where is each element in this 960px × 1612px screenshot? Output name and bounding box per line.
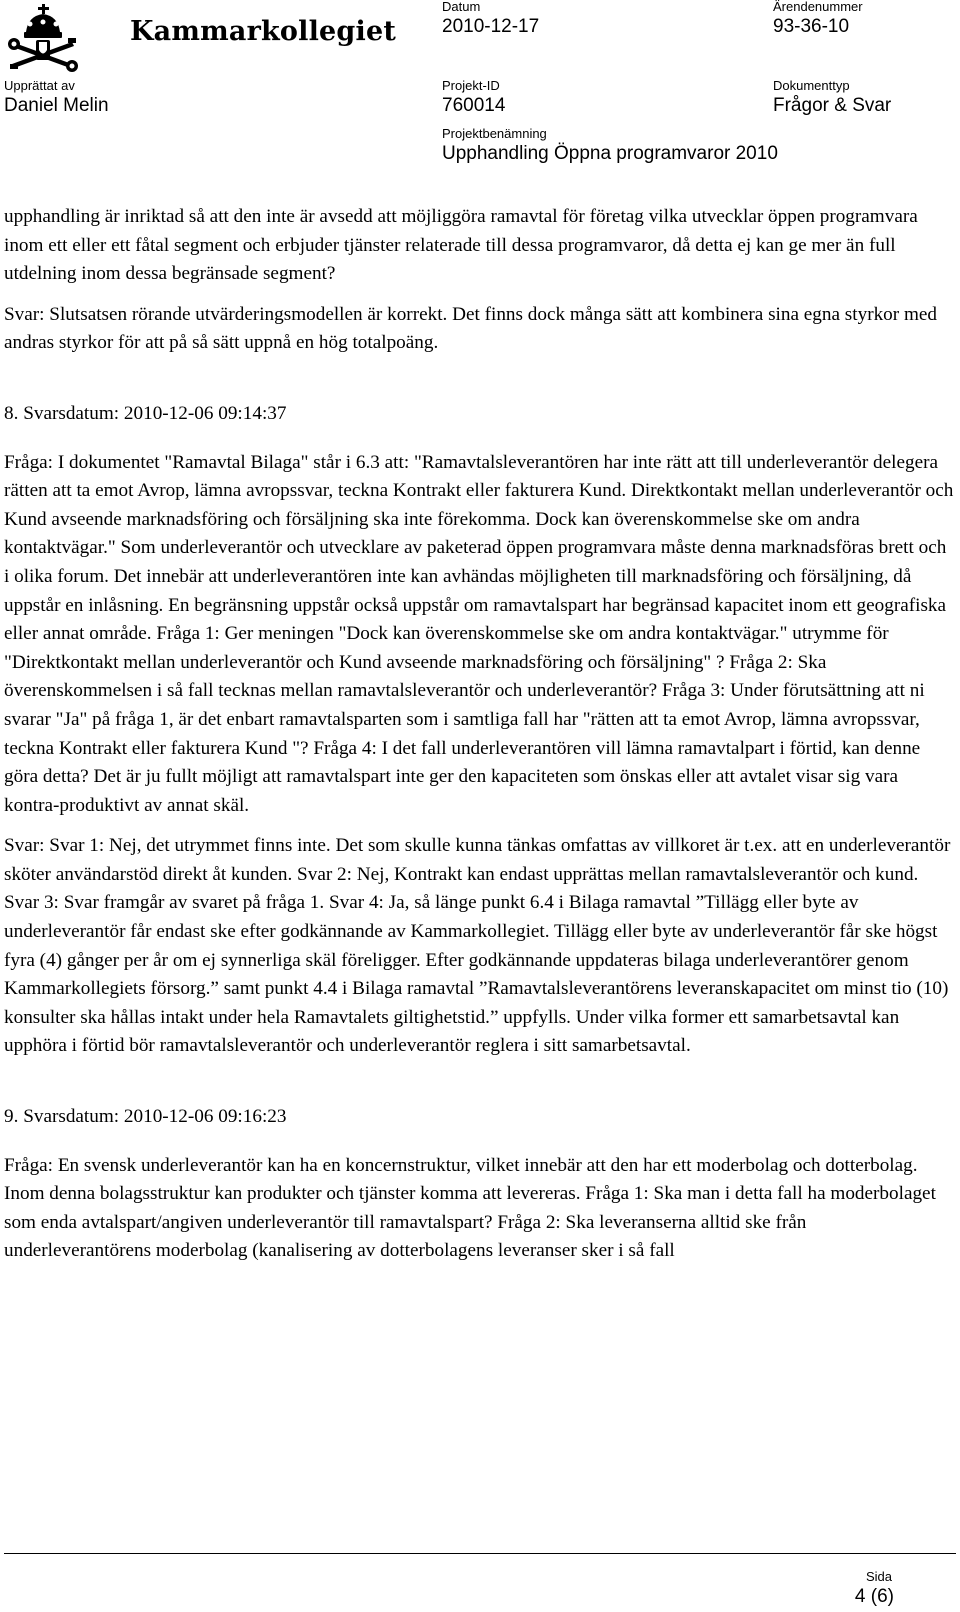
page-number: 4 (6) bbox=[854, 1586, 894, 1607]
arendenummer-value: 93-36-10 bbox=[773, 16, 850, 37]
dokumenttyp-value: Frågor & Svar bbox=[773, 95, 892, 116]
arendenummer-label: Ärendenummer bbox=[773, 0, 863, 14]
projekt-id-value: 760014 bbox=[442, 95, 506, 116]
heading-question-9: 9. Svarsdatum: 2010-12-06 09:16:23 bbox=[4, 1106, 287, 1128]
kammarkollegiet-logo bbox=[6, 2, 397, 72]
paragraph-answer-7: Svar: Slutsatsen rörande utvärderingsmodellen är korrekt. Det finns dock många sätt att kombinera sina egna styrkor med andras styrkor för att på så sätt uppnå en hög totalpoäng. bbox=[4, 303, 938, 354]
upprattat-av-value: Daniel Melin bbox=[4, 95, 109, 116]
page-number-label: Sida bbox=[865, 1569, 892, 1584]
paragraph-answer-8: Svar: Svar 1: Nej, det utrymmet finns inte. Det som skulle kunna tänkas omfattas av villkoret är t.ex. att en underleverantör sköter användarstöd direkt åt kunden. Svar 2: Nej, Kontrakt kan endast upprättas mellan ramavtalsleverantör och kund. Svar 3: Svar framgår av svaret på fråga 1. Svar 4: Ja, så länge punkt 6.4 i Bilaga ramavtal ”Tillägg eller byte av underleverantör får endast ske efter godkännande av Kammarkollegiet. Tillägg eller byte av underleverantör får ske högst fyra (4) gånger per år om ej synnerliga skäl föreligger. Efter godkännande uppdateras bilaga underleverantörer genom Kammarkollegiets försorg.” samt punkt 4.4 i Bilaga ramavtal ”Ramavtalsleverantörens leveranskapacitet om minst tio (10) konsulter ska hållas intakt under hela Ramavtalets giltighetstid.” uppfylls. Under vilka former ett samarbetsavtal kan upphöra i förtid bör ramavtalsleverantör och underleverantör reglera i sitt samarbetsavtal. bbox=[4, 835, 951, 1057]
upprattat-av-label: Upprättat av bbox=[4, 78, 75, 93]
projektbenamning-value: Upphandling Öppna programvaror 2010 bbox=[442, 143, 778, 164]
paragraph-question-7-cont: upphandling är inriktad så att den inte är avsedd att möjliggöra ramavtal för företag vilka utvecklar öppen programvara inom ett eller ett fåtal segment och erbjuder tjänster relaterade till dessa programvaror, då detta ej kan ge mer än full utdelning inom dessa begränsade segment? bbox=[4, 206, 918, 285]
crown-icon bbox=[6, 2, 126, 72]
heading-question-8: 8. Svarsdatum: 2010-12-06 09:14:37 bbox=[4, 402, 287, 424]
footer-divider bbox=[4, 1553, 956, 1554]
logo-text: Kammarkollegiet bbox=[130, 16, 397, 47]
document-body bbox=[4, 203, 956, 1266]
projektbenamning-label: Projektbenämning bbox=[442, 126, 547, 141]
dokumenttyp-label: Dokumenttyp bbox=[773, 78, 850, 93]
paragraph-question-9: Fråga: En svensk underleverantör kan ha en koncernstruktur, vilket innebär att den har ett moderbolag och dotterbolag. Inom denna bolagsstruktur kan produkter och tjänster komma att levereras. Fråga 1: Ska man i detta fall ha moderbolaget som enda avtalspart/angiven underleverantör till ramavtalspart? Fråga 2: Ska leveranserna alltid ske från underleverantörens moderbolag (kanalisering av dotterbolagens leveranser sker i så fall bbox=[4, 1154, 936, 1262]
projekt-id-label: Projekt-ID bbox=[442, 78, 500, 93]
paragraph-question-8: Fråga: I dokumentet "Ramavtal Bilaga" står i 6.3 att: "Ramavtalsleverantören har inte rätt att till underleverantör delegera rätten att ta emot Avrop, lämna avropssvar, teckna Kontrakt eller fakturera Kund. Direktkontakt mellan underleverantör och Kund avseende marknadsföring och försäljning ska inte förekomma. Dock kan överenskommelse ske om andra kontaktvägar." Som underleverantör och utvecklare av paketerad öppen programvara måste denna marknadsföras brett och i olika forum. Det innebär att underleverantören inte kan avhändas möjligheten till marknadsföring och försäljning, då uppstår en inlåsning. En begränsning uppstår också uppstår om ramavtalspart har begränsad kapacitet inom ett geografiska eller annat område. Fråga 1: Ger meningen "Dock kan överenskommelse ske om andra kontaktvägar." utrymme för "Direktkontakt mellan underleverantör och Kund avseende marknadsföring och försäljning" ? Fråga 2: Ska överenskommelsen i så fall tecknas mellan ramavtalsleverantör och underleverantör? Fråga 3: Under förutsättning att ni svarar "Ja" på fråga 1, är det enbart ramavtalsparten som i samtliga fall har "rätten att ta emot Avrop, lämna avropssvar, teckna Kontrakt eller fakturera Kund "? Fråga 4: I det fall underleverantören vill lämna ramavtalpart i förtid, kan denne göra detta? Det är ju fullt möjligt att ramavtalspart inte ger den kapaciteten som önskas eller att avtalet visar sig vara kontra-produktivt av annat skäl. bbox=[4, 451, 954, 816]
datum-value: 2010-12-17 bbox=[442, 16, 540, 37]
datum-label: Datum bbox=[442, 0, 481, 14]
